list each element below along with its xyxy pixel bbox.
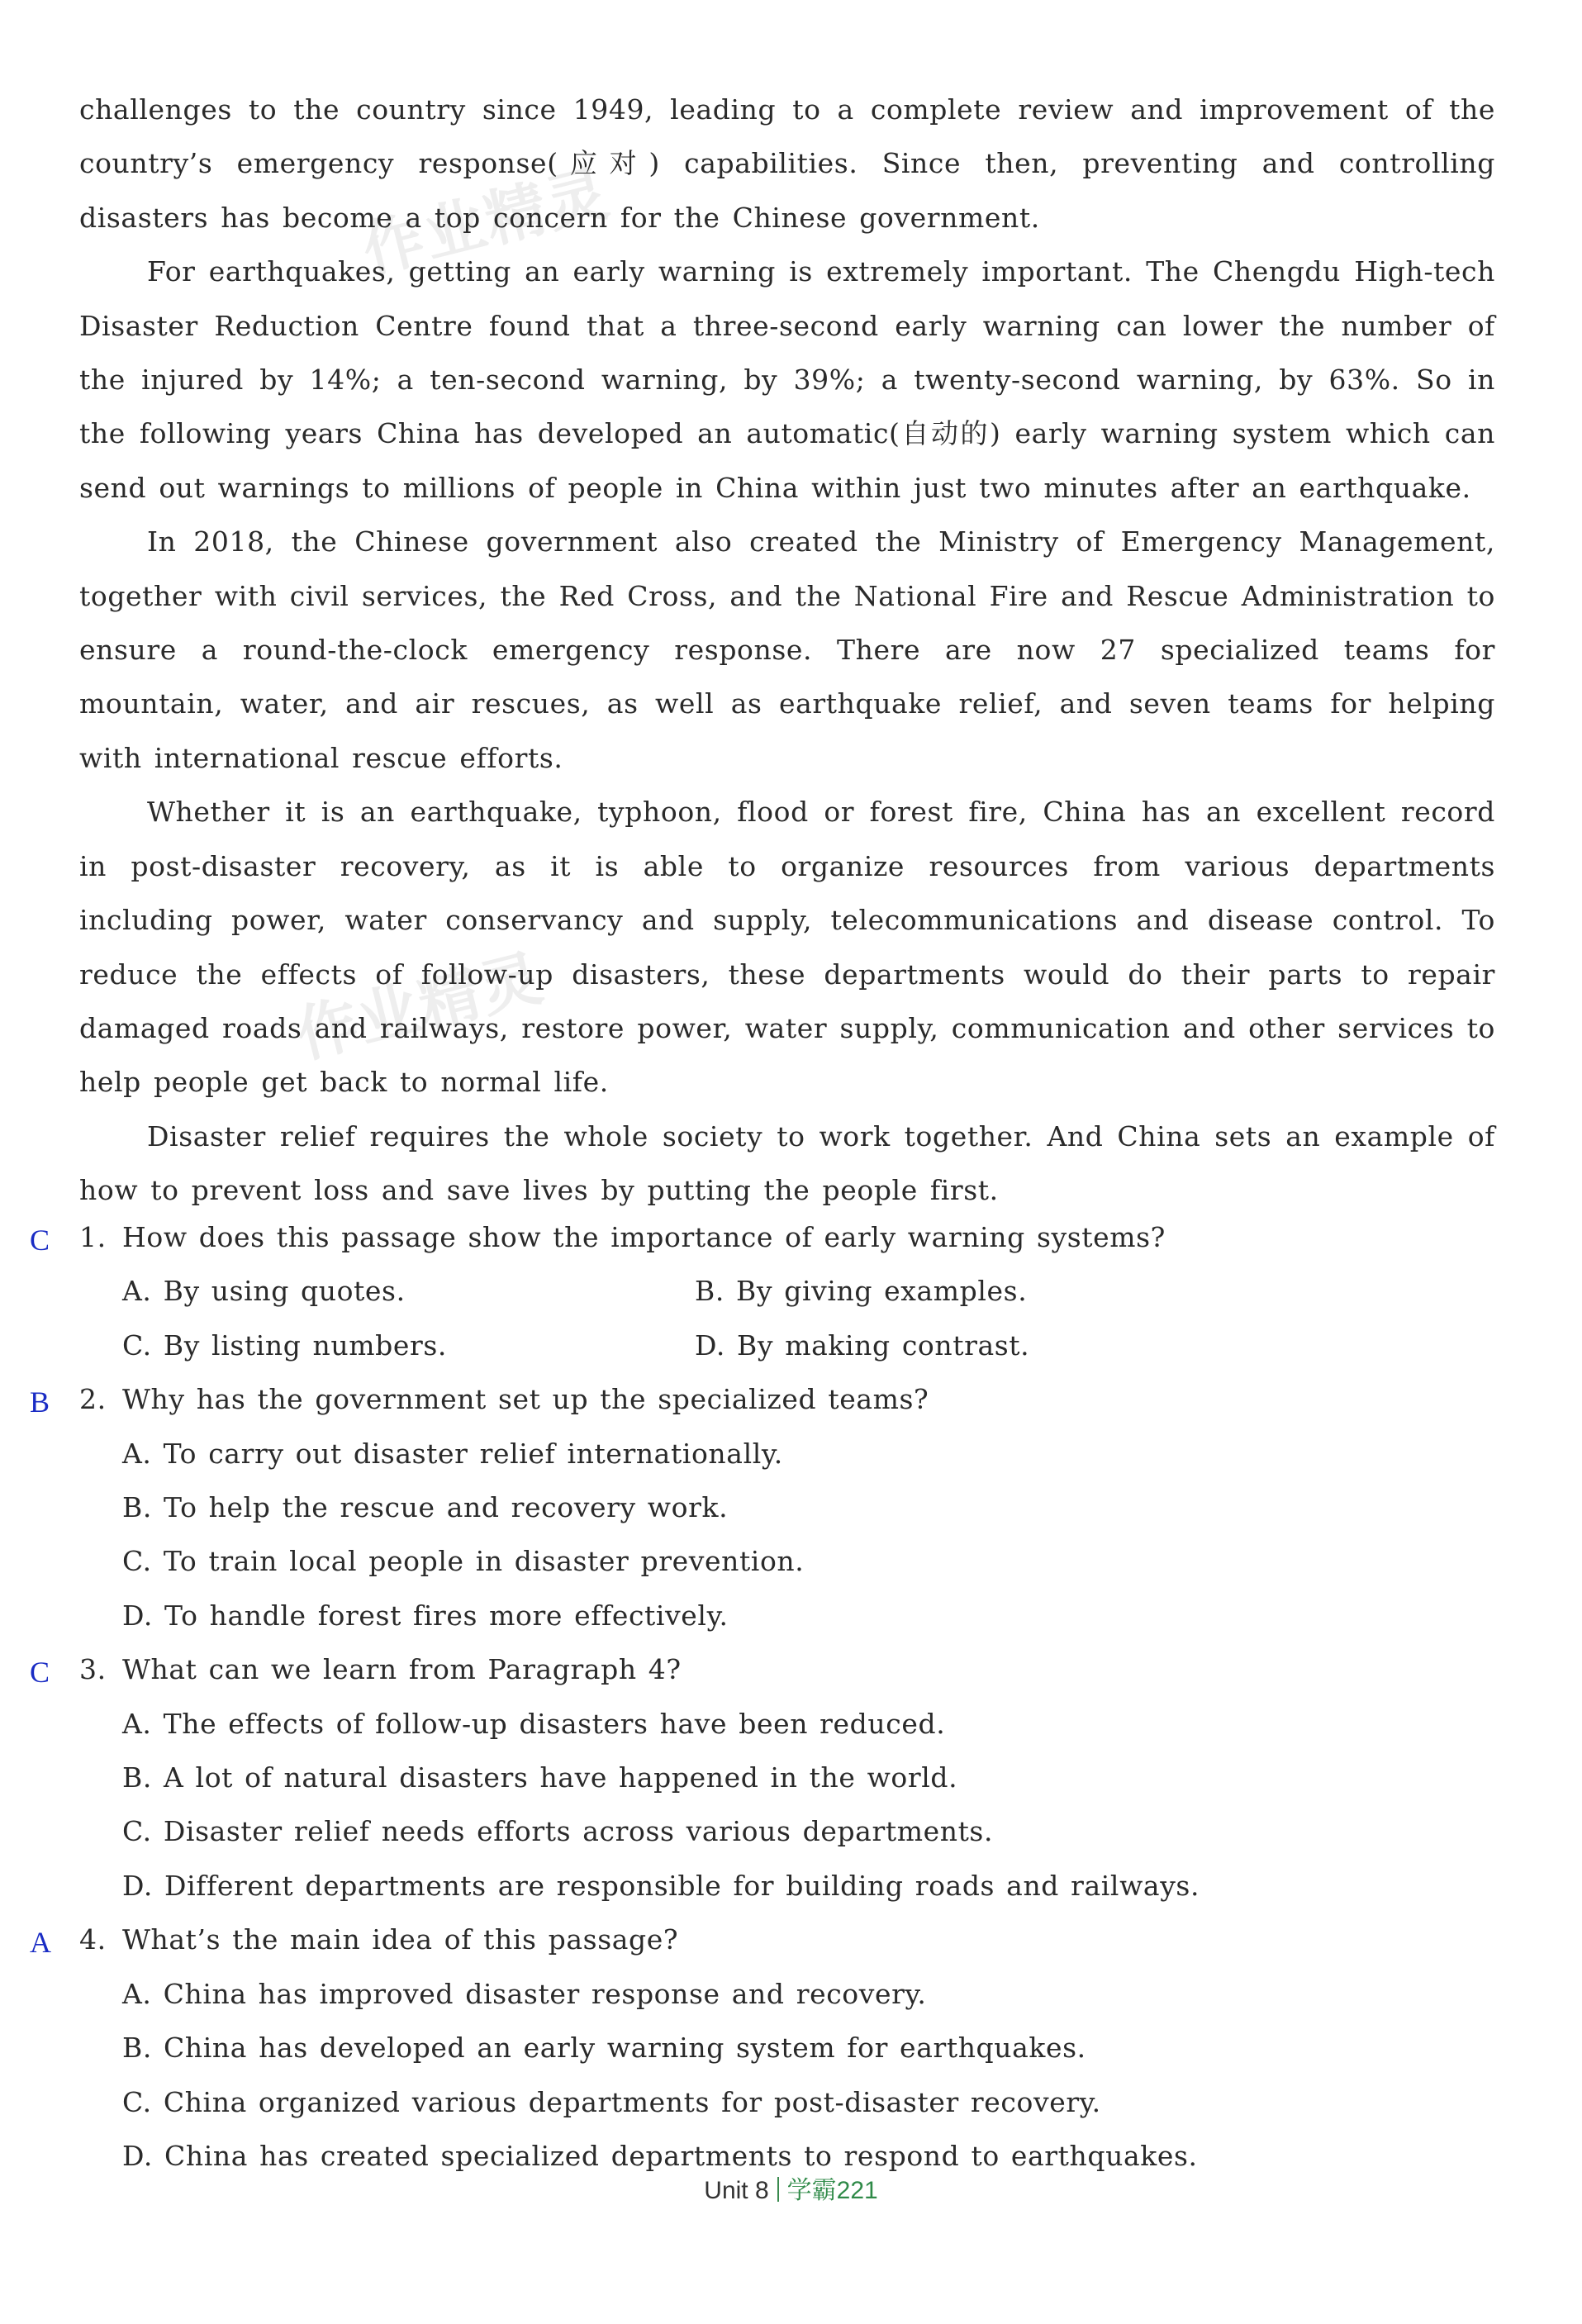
question-stem — [79, 1372, 1500, 1426]
question-text: What can we learn from Paragraph 4? — [122, 1653, 682, 1686]
question-text: What’s the main idea of this passage? — [122, 1923, 679, 1956]
question-2 — [0, 1372, 1582, 1642]
question-text: How does this passage show the importance of early warning systems? — [122, 1221, 1166, 1253]
answer-mark: C — [30, 1656, 50, 1690]
option-a: A. By using quotes. — [122, 1275, 406, 1308]
option-d: D. By making contrast. — [695, 1328, 1030, 1362]
question-number: 1. — [79, 1221, 107, 1253]
watermark-text: 作业精灵 — [289, 942, 551, 1072]
question-1 — [0, 1210, 1582, 1372]
footer-brand-page-number: 学霸221 — [786, 2177, 878, 2204]
option-list — [122, 1264, 1494, 1372]
option-a: A. China has improved disaster response and recovery. — [122, 1977, 927, 2010]
question-number: 3. — [79, 1653, 107, 1686]
option-a: A. The effects of follow-up disasters have been reduced. — [122, 1707, 946, 1740]
question-stem — [79, 1913, 1500, 1966]
question-4 — [0, 1913, 1582, 2183]
option-d: D. China has created specialized departments to respond to earthquakes. — [122, 2139, 1198, 2172]
option-c: C. China organized various departments for post-disaster recovery. — [122, 2085, 1101, 2118]
question-number: 4. — [79, 1923, 107, 1956]
option-b: B. China has developed an early warning system for earthquakes. — [122, 2032, 1086, 2065]
answer-mark: C — [30, 1224, 50, 1257]
answer-mark: A — [30, 1926, 51, 1960]
question-stem — [79, 1210, 1500, 1264]
option-d: D. To handle forest fires more effectively. — [122, 1599, 729, 1632]
passage-paragraph-4: Whether it is an earthquake, typhoon, flood or forest fire, China has an excellent record in post-disaster recovery, as it is able to organize resources from various departments including power, water conservancy and supply, telecommunications and disease control. To reduce the effects of follow-up disasters, these departments would do their parts to repair damaged roads and railways, restore power, water supply, communication and other services to help people get back to normal life. — [79, 796, 1495, 1099]
option-list — [122, 1967, 1494, 2184]
passage-paragraph-2: For earthquakes, getting an early warning is extremely important. The Chengdu High-tech Disaster Reduction Centre found that a three-second early warning can lower the number of the injured by 14%; a ten-second warning, by 39%; a twenty-second warning, by 63%. So in the following years China has developed an automatic(自动的) early warning system which can send out warnings to millions of people in China within just two minutes after an earthquake. — [79, 255, 1495, 504]
option-b: B. A lot of natural disasters have happened in the world. — [122, 1761, 958, 1794]
watermark-text: 作业精灵 — [355, 157, 617, 288]
answer-mark: B — [30, 1385, 50, 1419]
question-number: 2. — [79, 1383, 107, 1416]
option-list — [122, 1697, 1494, 1913]
option-b: B. By giving examples. — [695, 1275, 1028, 1308]
question-3 — [0, 1642, 1582, 1913]
footer-unit: Unit 8 — [704, 2177, 769, 2204]
footer-divider — [777, 2177, 779, 2202]
option-list — [122, 1427, 1494, 1643]
option-d: D. Different departments are responsible for building roads and railways. — [122, 1869, 1200, 1902]
passage-paragraph-1: challenges to the country since 1949, leading to a complete review and improvement of the country’s emergency response(应对) capabilities. Since then, preventing and controlling disasters has become a top concern for the Chinese government. — [79, 93, 1495, 234]
passage-paragraph-5: Disaster relief requires the whole society to work together. And China sets an example of how to prevent loss and save lives by putting the people first. — [79, 1119, 1495, 1207]
page-footer — [0, 2174, 1582, 2208]
reading-passage — [79, 83, 1495, 1218]
question-stem — [79, 1642, 1500, 1696]
question-list — [0, 1210, 1582, 2183]
option-c: C. By listing numbers. — [122, 1328, 448, 1362]
question-text: Why has the government set up the specialized teams? — [122, 1383, 929, 1416]
option-b: B. To help the rescue and recovery work. — [122, 1491, 729, 1524]
option-c: C. To train local people in disaster prevention. — [122, 1545, 805, 1578]
option-c: C. Disaster relief needs efforts across various departments. — [122, 1815, 994, 1848]
passage-paragraph-3: In 2018, the Chinese government also created the Ministry of Emergency Management, together with civil services, the Red Cross, and the National Fire and Rescue Administration to ensure a round-the-clock emergency response. There are now 27 specialized teams for mountain, water, and air rescues, as well as earthquake relief, and seven teams for helping with international rescue efforts. — [79, 525, 1495, 774]
option-a: A. To carry out disaster relief internationally. — [122, 1437, 783, 1470]
